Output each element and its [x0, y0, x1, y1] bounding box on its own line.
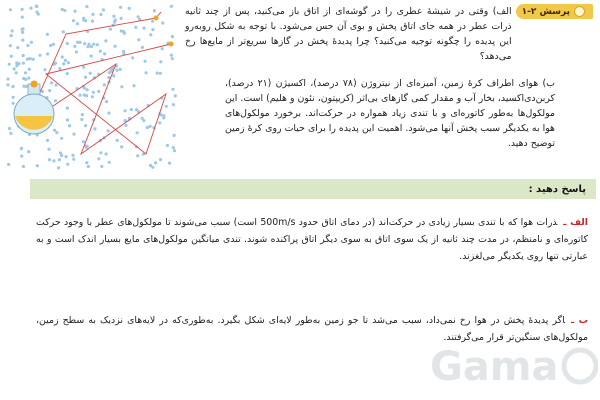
air-molecule-dot [22, 54, 25, 57]
air-molecule-dot [105, 100, 108, 103]
air-molecule-dot [120, 17, 123, 20]
air-molecule-dot [82, 140, 85, 143]
air-molecule-dot [8, 63, 11, 66]
air-molecule-dot [154, 161, 157, 164]
air-molecule-dot [62, 62, 65, 65]
air-molecule-dot [114, 45, 117, 48]
air-molecule-dot [8, 127, 11, 130]
air-molecule-dot [21, 16, 24, 19]
air-molecule-dot [24, 71, 27, 74]
air-molecule-dot [46, 33, 49, 36]
answer-a-marker: الف ـ [563, 217, 588, 228]
air-molecule-dot [144, 60, 147, 63]
air-molecule-dot [57, 166, 60, 169]
air-molecule-dot [137, 38, 140, 41]
air-molecule-dot [74, 10, 77, 13]
air-molecule-dot [48, 89, 51, 92]
air-molecule-dot [10, 55, 13, 58]
air-molecule-dot [130, 108, 133, 111]
air-molecule-dot [151, 28, 154, 31]
air-molecule-dot [91, 20, 94, 23]
air-molecule-dot [21, 39, 24, 42]
air-molecule-dot [52, 43, 55, 46]
air-molecule-dot [87, 165, 90, 168]
air-molecule-dot [112, 15, 115, 18]
air-molecule-dot [159, 60, 162, 63]
air-molecule-dot [171, 57, 174, 60]
air-molecule-dot [172, 146, 175, 149]
air-molecule-dot [27, 76, 30, 79]
air-molecule-dot [79, 94, 82, 97]
air-molecule-dot [22, 85, 25, 88]
air-molecule-dot [53, 129, 56, 132]
air-molecule-dot [38, 54, 41, 57]
air-molecule-dot [83, 42, 86, 45]
answer-a-text: ذرات هوا که با تندی بسیار زیادی در حرکت‌اند (در دمای اتاق حدود 500m/s است) سبب می‌شوند تا مولکول‌های عطر با وجود حرکت کاتوره‌ای و نامنظم، در مدت چند ثانیه از یک سوی اتاق به سوی دیگر اتاق پراکنده شوند. تندی میانگین مولکول‌های مایع بسیار اندک است و به عبارتی تنها روی یکدیگر می‌لغزند. [36, 217, 588, 262]
air-molecule-dot [119, 68, 122, 71]
air-molecule-dot [115, 69, 118, 72]
air-molecule-dot [6, 83, 9, 86]
air-molecule-dot [21, 8, 24, 11]
air-molecule-dot [135, 108, 138, 111]
perfume-diffusion-illustration [6, 4, 182, 170]
air-molecule-dot [86, 45, 89, 48]
answer-b-text: اگر پدیدهٔ پخش در هوا رخ نمی‌داد، سبب می‌شد تا جو زمین به‌طور لایه‌ای شکل بگیرد. به‌طوری‌که در لایه‌های نزدیک به سطح زمین، مولکول‌های سنگین‌تر قرار می‌گرفتند. [36, 315, 588, 343]
gama-watermark-logo [430, 336, 598, 396]
question-badge [516, 4, 593, 19]
answer-header-bar [30, 179, 596, 199]
air-molecule-dot [62, 30, 65, 33]
air-molecule-dot [170, 54, 173, 57]
air-molecule-dot [91, 95, 94, 98]
question-part-b: ب) هوای اطراف کرهٔ زمین، آمیزه‌ای از نیتروژن (۷۸ درصد)، اکسیژن (۲۱ درصد)، کربن‌دی‌اکسید، بخار آب و مقدار کمی گازهای بی‌اثر (کریپتون، نئون و هلیم) است. این مولکول‌ها به‌طور کاتوره‌ای و با تندی زیاد همواره در حرکت‌اند. برخورد مولکول‌های هوا به یکدیگر سبب پخش آنها می‌شود. اهمیت این پدیده را برای حیات روی کرهٔ زمین توضیح دهید. [225, 78, 556, 149]
air-molecule-dot [159, 158, 162, 161]
air-molecule-dot [20, 147, 23, 150]
air-molecule-dot [170, 5, 173, 8]
air-molecule-dot [68, 124, 71, 127]
question-badge-label: پرسش ۲-۱ [521, 6, 570, 17]
air-molecule-dot [107, 112, 110, 115]
air-molecule-dot [97, 90, 100, 93]
air-molecule-dot [103, 83, 106, 86]
air-molecule-dot [149, 33, 152, 36]
air-molecule-dot [99, 50, 102, 53]
air-molecule-dot [99, 151, 102, 154]
air-molecule-dot [15, 61, 18, 64]
air-molecule-dot [73, 45, 76, 48]
air-molecule-dot [21, 31, 24, 34]
air-molecule-dot [10, 34, 13, 37]
air-molecule-dot [35, 5, 38, 8]
air-molecule-dot [145, 71, 148, 74]
air-molecule-dot [35, 11, 38, 14]
air-molecule-dot [72, 133, 75, 136]
air-molecule-dot [61, 55, 64, 58]
air-molecule-dot [9, 8, 12, 11]
air-molecule-dot [146, 126, 149, 129]
air-molecule-dot [119, 6, 122, 9]
air-molecule-dot [174, 94, 177, 97]
air-molecule-dot [166, 144, 169, 147]
air-molecule-dot [60, 137, 63, 140]
air-molecule-dot [46, 52, 49, 55]
air-molecule-dot [84, 76, 87, 79]
badge-dot-icon [574, 6, 585, 17]
air-molecule-dot [22, 62, 25, 65]
air-molecule-dot [6, 77, 9, 80]
air-molecule-dot [22, 77, 25, 80]
air-molecule-dot [71, 154, 74, 157]
air-molecule-dot [156, 72, 159, 75]
air-molecule-dot [47, 148, 50, 151]
air-molecule-dot [30, 41, 33, 44]
answer-a [36, 214, 588, 265]
air-molecule-dot [161, 47, 164, 50]
air-molecule-dot [12, 96, 15, 99]
air-molecule-dot [134, 26, 137, 29]
question-part-a: الف) وقتی در شیشهٔ عطری را در گوشه‌ای از اتاق باز می‌کنید، پس از چند ثانیه ذرات عطر در همه جای اتاق پخش و بوی آن حس می‌شود. با توجه به شکل روبه‌رو این پدیده را چگونه توجیه می‌کنید؟ چرا پدیدهٔ پخش در گازها سریع‌تر از مایع‌ها رخ می‌دهد؟ [185, 6, 512, 62]
air-molecule-dot [66, 107, 69, 110]
air-molecule-dot [172, 103, 175, 106]
air-molecule-dot [60, 154, 63, 157]
air-molecule-dot [13, 67, 16, 70]
air-molecule-dot [66, 72, 69, 75]
air-molecule-dot [65, 155, 68, 158]
air-molecule-dot [21, 28, 24, 31]
air-molecule-dot [64, 59, 67, 62]
air-molecule-dot [91, 13, 94, 16]
air-molecule-dot [89, 72, 92, 75]
air-molecule-dot [92, 91, 95, 94]
air-molecule-dot [108, 161, 111, 164]
air-molecule-dot [50, 81, 53, 84]
air-molecule-dot [173, 134, 176, 137]
air-molecule-dot [116, 139, 119, 142]
air-molecule-dot [75, 50, 78, 53]
air-molecule-dot [96, 43, 99, 46]
air-molecule-dot [86, 88, 89, 91]
air-molecule-dot [20, 155, 23, 158]
air-molecule-dot [124, 109, 127, 112]
air-molecule-dot [29, 57, 32, 60]
air-molecule-dot [84, 124, 87, 127]
air-molecule-dot [142, 27, 145, 30]
air-molecule-dot [100, 165, 103, 168]
air-molecule-dot [120, 145, 123, 148]
air-molecule-dot [16, 46, 19, 49]
air-molecule-dot [112, 74, 115, 77]
air-molecule-dot [141, 46, 144, 49]
air-molecule-dot [105, 152, 108, 155]
air-molecule-dot [43, 68, 46, 71]
air-molecule-dot [11, 29, 14, 32]
air-molecule-dot [12, 102, 15, 105]
air-molecule-dot [26, 44, 29, 47]
air-molecule-dot [15, 64, 18, 67]
air-molecule-dot [85, 5, 88, 8]
air-molecule-dot [131, 56, 134, 59]
air-molecule-dot [92, 43, 95, 46]
air-molecule-dot [81, 113, 84, 116]
air-molecule-dot [28, 68, 31, 71]
air-molecule-dot [27, 150, 30, 153]
air-molecule-dot [123, 32, 126, 35]
air-molecule-dot [58, 67, 61, 70]
air-molecule-dot [158, 121, 161, 124]
air-molecule-dot [149, 164, 152, 167]
air-molecule-dot [63, 9, 66, 12]
air-molecule-dot [159, 72, 162, 75]
air-molecule-dot [9, 132, 12, 135]
air-molecule-dot [54, 99, 57, 102]
air-molecule-dot [79, 41, 82, 44]
air-molecule-dot [162, 116, 165, 119]
air-molecule-dot [171, 88, 174, 91]
air-molecule-dot [66, 42, 69, 45]
air-molecule-dot [55, 84, 58, 87]
air-molecule-dot [137, 15, 140, 18]
air-molecule-dot [11, 85, 14, 88]
air-molecule-dot [36, 164, 39, 167]
air-molecule-dot [52, 159, 55, 162]
air-molecule-dot [113, 21, 116, 24]
air-molecule-dot [67, 61, 70, 64]
air-molecule-dot [161, 21, 164, 24]
air-molecule-dot [109, 28, 112, 31]
air-molecule-dot [66, 163, 69, 166]
answer-b-marker: ب ـ [571, 315, 588, 326]
air-molecule-dot [93, 127, 96, 130]
air-molecule-dot [22, 165, 25, 168]
air-molecule-dot [86, 145, 89, 148]
watermark-text: Gama [430, 344, 559, 390]
air-molecule-dot [128, 7, 131, 10]
air-molecule-dot [90, 54, 93, 57]
air-molecule-dot [7, 163, 10, 166]
air-molecule-dot [124, 124, 127, 127]
air-molecule-dot [165, 105, 168, 108]
air-molecule-dot [136, 154, 139, 157]
air-molecule-dot [58, 158, 61, 161]
air-molecule-dot [46, 139, 49, 142]
air-molecule-dot [102, 8, 105, 11]
air-molecule-dot [26, 58, 29, 61]
air-molecule-dot [107, 129, 110, 132]
air-molecule-dot [80, 118, 83, 121]
air-molecule-dot [171, 35, 174, 38]
air-molecule-dot [66, 118, 69, 121]
air-molecule-dot [90, 45, 93, 48]
air-molecule-dot [103, 52, 106, 55]
air-molecule-dot [55, 131, 58, 134]
air-molecule-dot [149, 125, 152, 128]
air-molecule-dot [82, 18, 85, 21]
air-molecule-dot [97, 157, 100, 160]
answer-header: پاسخ دهید : [528, 183, 586, 195]
question-block [185, 4, 593, 151]
air-molecule-dot [49, 44, 52, 47]
air-molecule-dot [168, 162, 171, 165]
air-molecule-dot [29, 7, 32, 10]
air-molecule-dot [82, 66, 85, 69]
air-molecule-dot [9, 44, 12, 47]
air-molecule-dot [83, 93, 86, 96]
air-molecule-dot [48, 158, 51, 161]
air-molecule-dot [99, 13, 102, 16]
air-molecule-dot [173, 149, 176, 152]
air-molecule-dot [85, 161, 88, 164]
air-molecule-dot [54, 62, 57, 65]
air-molecule-dot [72, 19, 75, 22]
air-molecule-dot [76, 22, 79, 25]
air-molecule-dot [132, 84, 135, 87]
air-molecule-dot [72, 158, 75, 161]
air-molecule-dot [153, 9, 156, 12]
air-molecule-dot [15, 71, 18, 74]
air-molecule-dot [104, 39, 107, 42]
air-molecule-dot [136, 131, 139, 134]
air-molecule-dot [32, 58, 35, 61]
air-molecule-dot [120, 85, 123, 88]
air-molecule-dot [141, 117, 144, 120]
air-molecule-dot [151, 20, 154, 23]
air-molecule-dot [120, 29, 123, 32]
